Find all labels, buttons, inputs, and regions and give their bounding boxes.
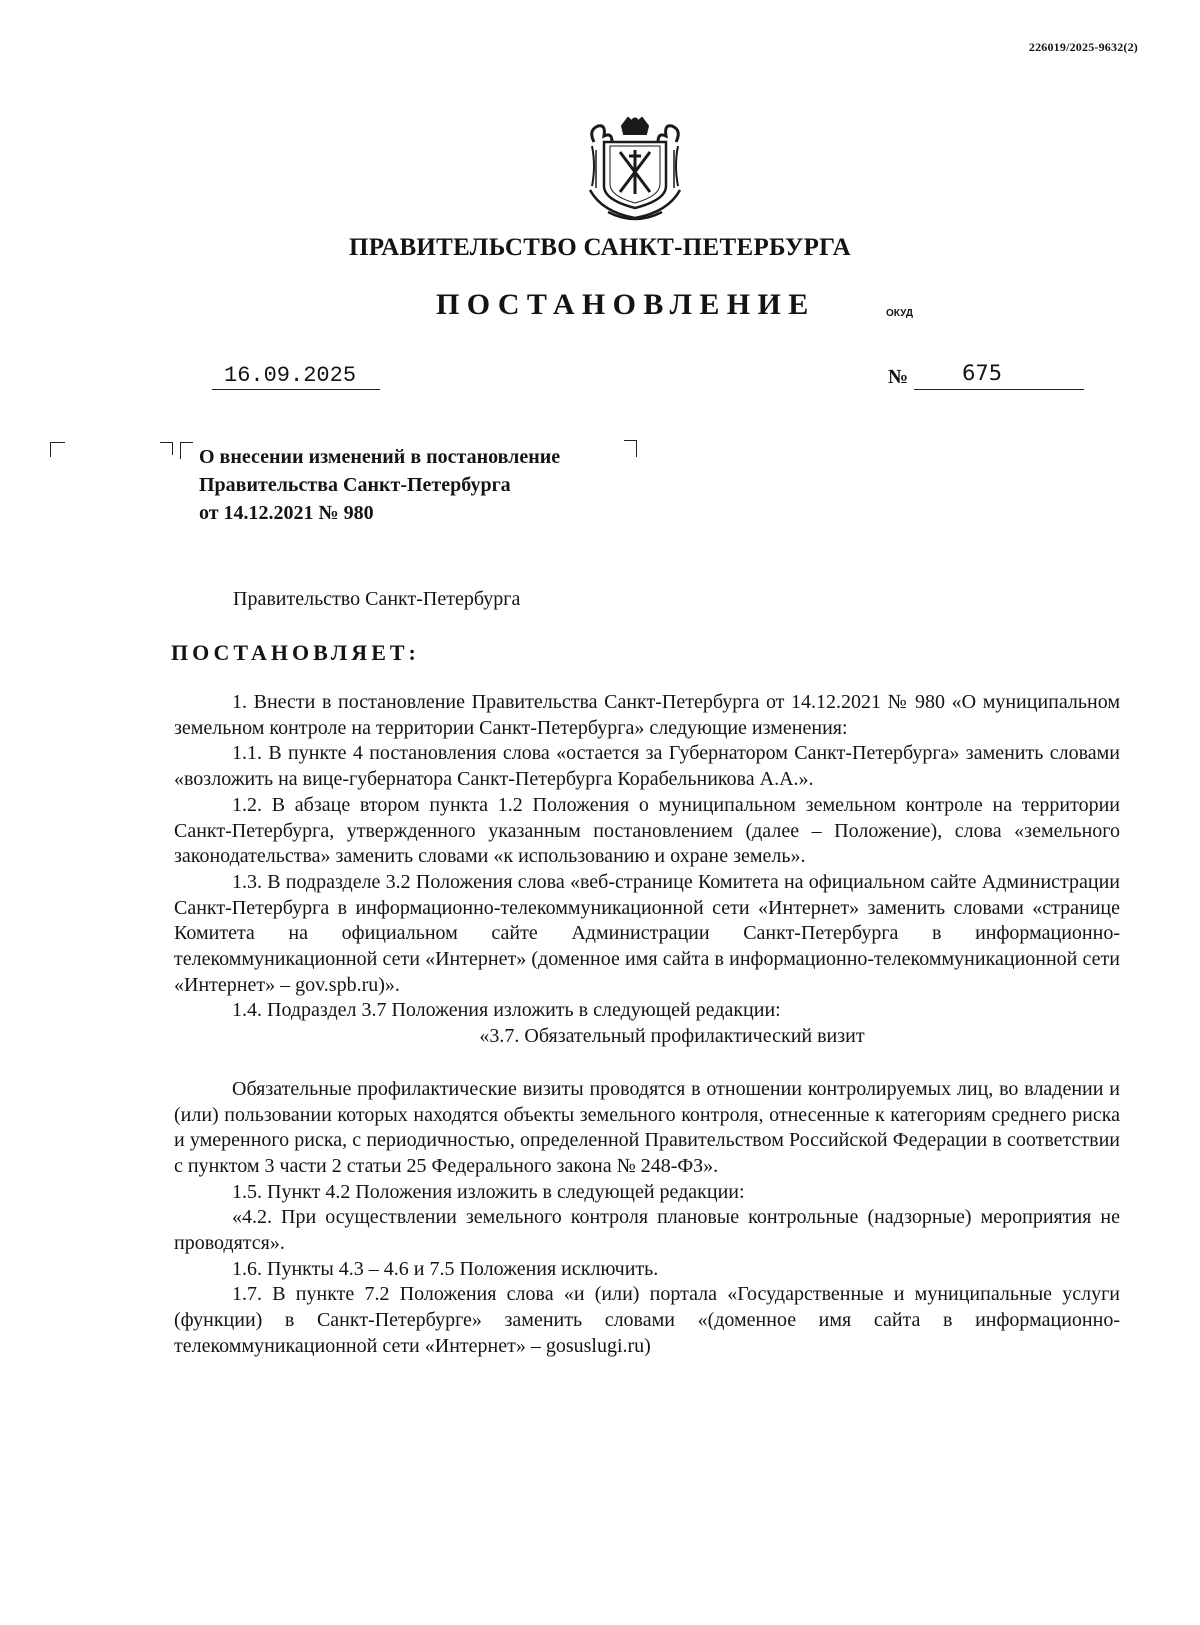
corner-mark-left [50,442,65,457]
subject-line-3: от 14.12.2021 № 980 [199,502,374,524]
document-date: 16.09.2025 [212,362,380,390]
paragraph-1-3: 1.3. В подразделе 3.2 Положения слова «веб-странице Комитета на официальном сайте Администрации Санкт-Петербурга в информационно-телекоммуникационной сети «Интернет» заменить словами «странице Комитета на официальном сайте Администрации Санкт-Петербурга в информационно-телекоммуникационной сети «Интернет» (доменное имя сайта в информационно-телекоммуникационной сети «Интернет» – gov.spb.ru)». [174,870,1120,996]
preamble-government: Правительство Санкт-Петербурга [233,588,521,610]
corner-mark-subject-left [160,442,173,455]
paragraph-1-5: 1.5. Пункт 4.2 Положения изложить в следующей редакции: [232,1180,745,1203]
subject-line-2: Правительства Санкт-Петербурга [199,474,511,496]
government-title: ПРАВИТЕЛЬСТВО САНКТ-ПЕТЕРБУРГА [348,234,852,261]
okud-label: ОКУД [886,308,913,319]
document-subject [199,443,560,527]
number-label: № [888,366,909,388]
paragraph-1-2: 1.2. В абзаце втором пункта 1.2 Положения о муниципальном земельном контроле на территории Санкт-Петербурга, утвержденного указанным постановлением (далее – Положение), слова «земельного законодательства» заменить словами «к использованию и охране земель». [174,793,1120,868]
document-type: ПОСТАНОВЛЕНИЕ [436,288,816,321]
section-3-7-heading: «3.7. Обязательный профилактический визит [479,1025,865,1048]
paragraph-1-6: 1.6. Пункты 4.3 – 4.6 и 7.5 Положения исключить. [232,1257,659,1280]
section-3-7-text: Обязательные профилактические визиты проводятся в отношении контролируемых лиц, во владении и (или) пользовании которых находятся объекты земельного контроля, отнесенные к категориям среднего риска и умеренного риска, с периодичностью, определенной Правительством Российской Федерации в соответствии с пунктом 3 части 2 статьи 25 Федерального закона № 248-ФЗ». [174,1077,1120,1177]
registration-number: 226019/2025-9632(2) [1028,40,1138,54]
paragraph-1-4: 1.4. Подраздел 3.7 Положения изложить в следующей редакции: [232,999,781,1022]
paragraph-1: 1. Внести в постановление Правительства Санкт-Петербурга от 14.12.2021 № 980 «О муниципальном земельном контроле на территории Санкт-Петербурга» следующие изменения: [174,691,1120,739]
document-body [174,690,1120,1360]
corner-mark-subject-right [624,440,637,457]
document-number: 675 [914,358,1084,390]
paragraph-1-1: 1.1. В пункте 4 постановления слова «остается за Губернатором Санкт-Петербурга» заменить словами «возложить на вице-губернатора Санкт-Петербурга Корабельникова А.А.». [174,742,1120,791]
section-4-2-text: «4.2. При осуществлении земельного контроля плановые контрольные (надзорные) мероприятия не проводятся». [174,1206,1120,1255]
decrees-heading: ПОСТАНОВЛЯЕТ: [171,640,420,665]
st-petersburg-coat-of-arms-icon [582,116,688,224]
corner-mark-subject-start [180,442,193,459]
subject-line-1: О внесении изменений в постановление [199,446,561,468]
paragraph-1-7: 1.7. В пункте 7.2 Положения слова «и (или) портала «Государственные и муниципальные услуги (функции) в Санкт-Петербурге» заменить словами «(доменное имя сайта в информационно-телекоммуникационной сети «Интернет» – gosuslugi.ru) [174,1283,1120,1357]
